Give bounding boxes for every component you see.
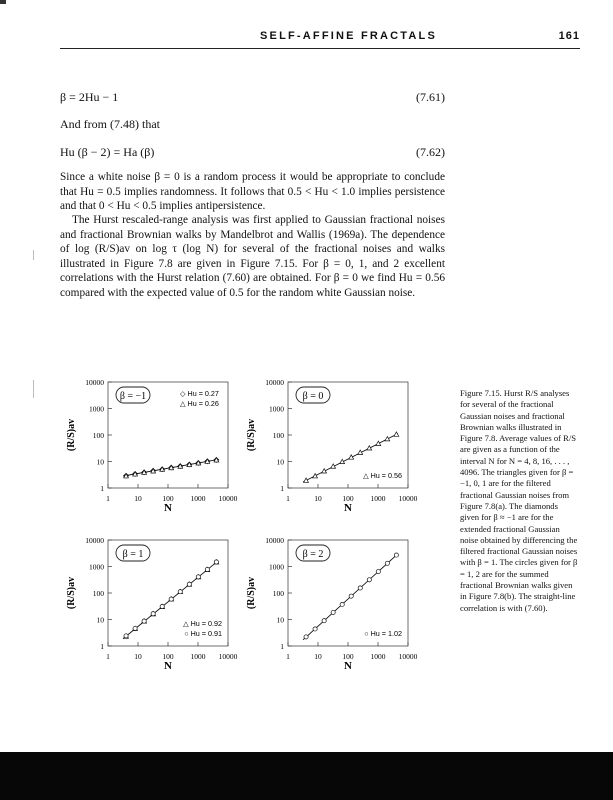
- x-tick-label: 10000: [398, 494, 418, 503]
- data-point-triangle: [313, 474, 318, 478]
- y-axis-label: (R/S)av: [66, 418, 77, 452]
- data-point-circle: [331, 610, 335, 614]
- data-point-circle: [313, 627, 317, 631]
- data-point-triangle: [385, 436, 390, 440]
- x-tick-label: 10: [314, 652, 322, 661]
- x-tick-label: 1: [106, 652, 110, 661]
- data-point-circle: [394, 553, 398, 557]
- running-title: SELF-AFFINE FRACTALS: [260, 30, 438, 42]
- x-tick-label: 1000: [190, 494, 206, 503]
- y-axis-label: (R/S)av: [66, 576, 77, 610]
- equation-connector: And from (7.48) that: [60, 117, 160, 131]
- data-point-circle: [169, 597, 173, 601]
- legend-entry: △ Hu = 0.56: [363, 471, 402, 480]
- y-tick-label: 10000: [265, 378, 284, 387]
- body-paragraph: The Hurst rescaled-range analysis was first applied to Gaussian fractional noises and fractional Brownian walks by Mandelbrot and Wallis (1969a). The dependence of log (R/S)av on log τ (log N) for several of the fractional noises and walks illustrated in Figure 7.8 are given in Figure 7.15. For β = 0, 1, and 2 excellent correlations with the Hurst relation (7.60) are obtained. For β = 0 we find Hu = 0.56 compared with the expected value of 0.5 for the random white Gaussian noise.: [60, 214, 445, 299]
- x-tick-label: 1: [286, 494, 290, 503]
- x-tick-label: 1000: [370, 652, 386, 661]
- y-tick-label: 100: [272, 431, 284, 440]
- x-tick-label: 100: [162, 652, 174, 661]
- running-head: [60, 30, 580, 46]
- data-point-circle: [205, 567, 209, 571]
- y-tick-label: 10: [276, 457, 284, 467]
- margin-mark: [33, 380, 34, 398]
- chart-panel: [66, 536, 238, 672]
- chart-panel: [66, 378, 238, 514]
- legend-entry: ○ Hu = 0.91: [184, 629, 222, 638]
- x-tick-label: 10000: [218, 652, 238, 661]
- y-tick-label: 1000: [269, 562, 284, 572]
- chart-panel: [246, 536, 418, 672]
- y-tick-label: 10000: [85, 536, 104, 545]
- margin-mark: [33, 250, 34, 260]
- y-tick-label: 10: [96, 615, 104, 625]
- y-tick-label: 100: [92, 589, 104, 598]
- y-tick-label: 100: [272, 589, 284, 598]
- x-tick-label: 10: [134, 652, 142, 661]
- y-axis-label: (R/S)av: [246, 418, 257, 452]
- equation-text: β = 2Hu − 1: [60, 90, 119, 104]
- data-point-circle: [142, 619, 146, 623]
- data-point-triangle: [376, 441, 381, 445]
- beta-label: β = 0: [302, 391, 324, 402]
- data-point-circle: [358, 586, 362, 590]
- x-tick-label: 10: [134, 494, 142, 503]
- y-axis-label: (R/S)av: [246, 576, 257, 610]
- x-tick-label: 1: [106, 494, 110, 503]
- x-axis-label: N: [344, 660, 352, 672]
- y-tick-label: 1000: [269, 404, 284, 414]
- y-tick-label: 1000: [89, 404, 104, 414]
- x-tick-label: 10000: [398, 652, 418, 661]
- body-paragraph: Since a white noise β = 0 is a random process it would be appropriate to conclude that Hu = 0.5 implies randomness. It follows that 0.5 < Hu < 1.0 implies persistence and that 0 < Hu < 0.5 implies antipersistence.: [60, 171, 445, 213]
- page-number: 161: [558, 30, 580, 42]
- x-tick-label: 1000: [370, 494, 386, 503]
- y-tick-label: 1: [280, 484, 284, 493]
- y-tick-label: 100: [92, 431, 104, 440]
- data-point-circle: [124, 634, 128, 638]
- y-tick-label: 1000: [89, 562, 104, 572]
- y-tick-label: 10: [96, 457, 104, 467]
- data-point-circle: [304, 635, 308, 639]
- y-tick-label: 10: [276, 615, 284, 625]
- y-tick-label: 1: [100, 484, 104, 493]
- figure-7-15: [60, 372, 420, 682]
- scan-bottom-edge: [0, 752, 613, 800]
- equation-text: Hu (β − 2) = Ha (β): [60, 145, 155, 159]
- data-point-circle: [151, 612, 155, 616]
- data-point-circle: [376, 569, 380, 573]
- x-tick-label: 100: [162, 494, 174, 503]
- x-tick-label: 1000: [190, 652, 206, 661]
- x-tick-label: 100: [342, 494, 354, 503]
- beta-label: β = 1: [122, 549, 144, 560]
- y-tick-label: 10000: [265, 536, 284, 545]
- data-point-circle: [214, 560, 218, 564]
- y-tick-label: 1: [100, 642, 104, 651]
- equation-number: (7.61): [416, 90, 445, 104]
- equation-number: (7.62): [416, 145, 445, 159]
- beta-label: β = −1: [119, 391, 147, 402]
- legend-entry: △ Hu = 0.26: [180, 399, 219, 408]
- data-point-triangle: [304, 478, 309, 482]
- data-point-circle: [322, 619, 326, 623]
- data-point-circle: [187, 582, 191, 586]
- data-point-circle: [385, 561, 389, 565]
- beta-label: β = 2: [302, 549, 324, 560]
- x-tick-label: 10000: [218, 494, 238, 503]
- x-tick-label: 1: [286, 652, 290, 661]
- y-tick-label: 1: [280, 642, 284, 651]
- equation-7-62: [60, 145, 445, 160]
- figure-plots: [60, 372, 420, 682]
- data-point-triangle: [394, 432, 399, 436]
- x-axis-label: N: [164, 502, 172, 514]
- data-point-circle: [133, 626, 137, 630]
- chart-panel: [246, 378, 418, 514]
- scan-corner-mark: [0, 0, 6, 4]
- x-axis-label: N: [344, 502, 352, 514]
- x-axis-label: N: [164, 660, 172, 672]
- data-point-circle: [178, 590, 182, 594]
- header-rule: [60, 48, 580, 49]
- data-point-circle: [367, 578, 371, 582]
- legend-entry: ◇ Hu = 0.27: [180, 389, 219, 398]
- legend-entry: ○ Hu = 1.02: [364, 629, 402, 638]
- data-point-circle: [160, 604, 164, 608]
- data-point-circle: [340, 602, 344, 606]
- legend-entry: △ Hu = 0.92: [183, 619, 222, 628]
- x-tick-label: 100: [342, 652, 354, 661]
- y-tick-label: 10000: [85, 378, 104, 387]
- figure-caption: Figure 7.15. Hurst R/S analyses for several of the fractional Gaussian noises and fractional Brownian walks illustrated in Figure 7.8. Average values of R/S are given as a function of the interval N for N = 4, 8, 16, . . . , 4096. The triangles given for β = −1, 0, 1 are for the filtered fractional Gaussian noises from Figure 7.8(a). The diamonds given for β ≈ −1 are for the extended fractional Gaussian noise obtained by differencing the filtered fractional Gaussian noises with β = 1. The circles given for β = 1, 2 are for the summed fractional Brownian walks given in Figure 7.8(b). The straight-line correlation is with (7.60).: [460, 388, 578, 613]
- x-tick-label: 10: [314, 494, 322, 503]
- data-point-circle: [349, 594, 353, 598]
- data-point-circle: [196, 575, 200, 579]
- equation-7-61: [60, 90, 445, 105]
